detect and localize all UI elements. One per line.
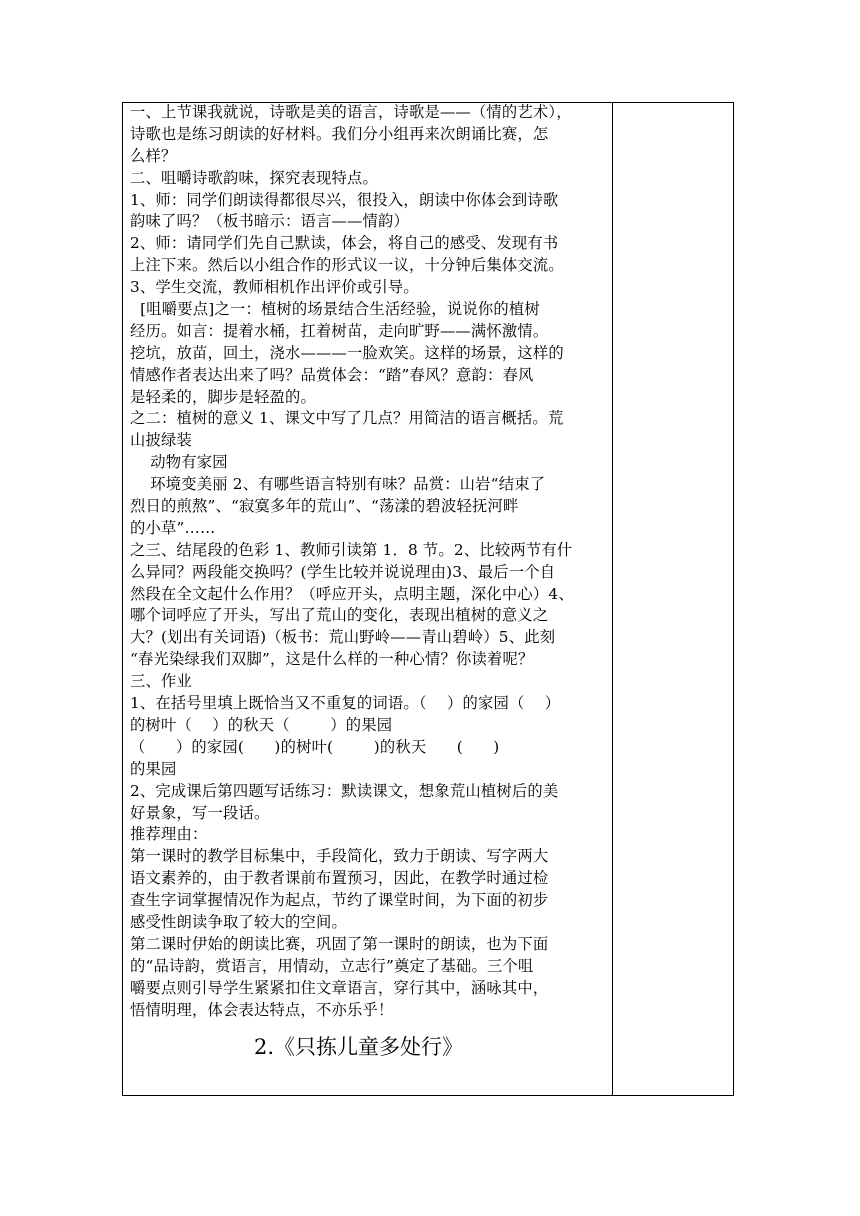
text-line: 大？(划出有关词语)（板书：荒山野岭——青山碧岭）5、此刻 [130,628,556,647]
lesson-table [122,102,734,1096]
lesson-content-cell [123,103,612,1095]
text-line: 的小草”…… [130,518,216,537]
text-line: 第二课时伊始的朗读比赛，巩固了第一课时的朗读，也为下面 [130,934,549,953]
text-line: 一、上节课我就说，诗歌是美的语言，诗歌是——（情的艺术）， [130,103,572,121]
text-line: 么样？ [130,146,177,165]
notes-cell [613,103,733,1095]
text-line: 经历。如言：提着水桶，扛着树苗，走向旷野——满怀激情。 [130,321,549,340]
text-line: 好景象，写一段话。 [130,803,270,822]
text-line: 三、作业 [130,672,192,691]
text-line: 悟情明理，体会表达特点，不亦乐乎！ [130,1000,394,1019]
text-line: 情感作者表达出来了吗？品赏体会：“踏”春风？意韵：春风 [130,365,534,384]
text-line: 么异同？两段能交换吗？(学生比较并说说理由)3、最后一个自 [130,562,556,581]
text-line: 环境变美丽 2、有哪些语言特别有味？品赏：山岩“结束了 [130,475,546,494]
text-line: 的树叶（ ）的秋天（ ）的果园 [130,715,393,734]
text-line: 二、咀嚼诗歌韵味，探究表现特点。 [130,168,378,187]
text-line: [咀嚼要点]之一：植树的场景结合生活经验，说说你的植树 [130,300,540,319]
lesson-heading: 2.《只拣儿童多处行》 [254,1035,464,1060]
text-line: “春光染绿我们双脚”，这是什么样的一种心情？你读着呢？ [130,650,534,669]
text-line: 3、学生交流，教师相机作出评价或引导。 [130,278,419,297]
text-line: 的“品诗韵，赏语言，用情动，立志行”奠定了基础。三个咀 [130,956,534,975]
text-line: 查生字词掌握情况作为起点，节约了课堂时间，为下面的初步 [130,891,549,910]
text-line: 动物有家园 [130,453,228,472]
text-line: 感受性朗读争取了较大的空间。 [130,912,347,931]
text-line: 第一课时的教学目标集中，手段简化，致力于朗读、写字两大 [130,847,549,866]
text-line: 1、在括号里填上既恰当又不重复的词语。（ ）的家园（ ） [130,694,561,713]
text-line: 推荐理由： [130,825,208,844]
text-line: 2、完成课后第四题写话练习：默读课文，想象荒山植树后的美 [130,781,559,800]
text-line: 嚼要点则引导学生紧紧扣住文章语言，穿行其中，涵咏其中， [130,978,549,997]
text-line: 上注下来。然后以小组合作的形式议一议，十分钟后集体交流。 [130,256,564,275]
text-line: 然段在全文起什么作用？（呼应开头，点明主题，深化中心）4、 [130,584,574,603]
text-line: 烈日的煎熬”、“寂寞多年的荒山”、“荡漾的碧波轻抚河畔 [130,497,519,516]
text-line: 之三、结尾段的色彩 1、教师引读第 1．8 节。2、比较两节有什 [130,540,573,559]
text-line: 的果园 [130,759,177,778]
text-line: 韵味了吗？（板书暗示：语言——情韵） [130,212,409,231]
text-line: 山披绿装 [130,431,192,450]
text-line: 是轻柔的，脚步是轻盈的。 [130,387,316,406]
text-line: 挖坑，放苗，回土，浇水———一脸欢笑。这样的场景，这样的 [130,343,564,362]
text-line: （ ）的家园( )的树叶( )的秋天 ( ) [130,737,500,756]
text-line: 2、师：请同学们先自己默读，体会，将自己的感受、发现有书 [130,234,559,253]
text-line: 语文素养的，由于教者课前布置预习，因此，在教学时通过检 [130,869,549,888]
text-line: 1、师：同学们朗读得都很尽兴，很投入，朗读中你体会到诗歌 [130,190,559,209]
text-line: 诗歌也是练习朗读的好材料。我们分小组再来次朗诵比赛，怎 [130,124,549,143]
text-line: 之二：植树的意义 1、课文中写了几点？用简洁的语言概括。荒 [130,409,564,428]
text-line: 哪个词呼应了开头，写出了荒山的变化，表现出植树的意义之 [130,606,549,625]
